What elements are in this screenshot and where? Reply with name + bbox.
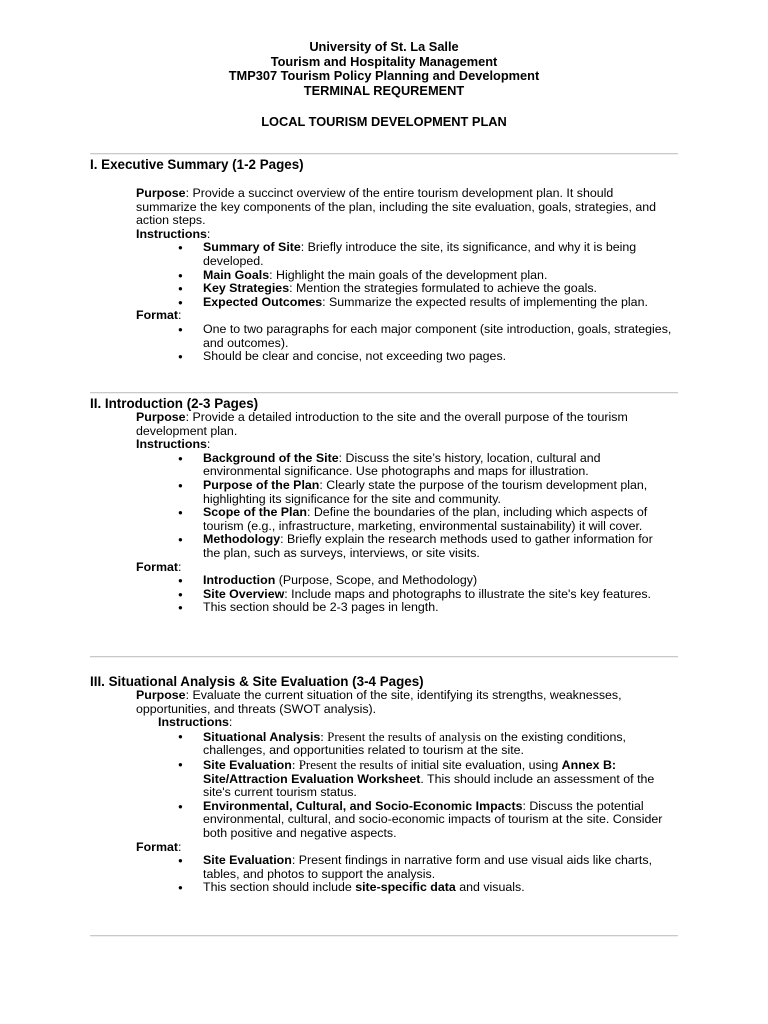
instructions-list: [203, 452, 673, 561]
divider: [90, 153, 678, 155]
list-item: ● Environmental, Cultural, and Socio-Economic Impacts: Discuss the potential environmental, cultural, and socio-economic impacts of tourism at the site. Consider both positive and negative aspects.: [203, 800, 673, 841]
list-item: ● Purpose of the Plan: Clearly state the purpose of the tourism development plan, highlighting its significance for the site and community.: [203, 479, 673, 506]
list-item: ● Methodology: Briefly explain the research methods used to gather information for the plan, such as surveys, interviews, or site visits.: [203, 533, 673, 560]
purpose-paragraph: [136, 187, 676, 228]
instructions-label: Instructions:: [136, 437, 211, 452]
format-list: [203, 574, 673, 615]
list-item: ● Key Strategies: Mention the strategies formulated to achieve the goals.: [203, 282, 673, 296]
purpose-paragraph: [136, 689, 676, 716]
format-label: Format:: [136, 308, 182, 323]
instructions-list: [203, 241, 673, 309]
format-list: [203, 854, 673, 895]
purpose-label: Purpose: [136, 410, 186, 424]
list-item: ● This section should be 2-3 pages in length.: [203, 601, 673, 615]
list-item: ● Main Goals: Highlight the main goals of the development plan.: [203, 269, 673, 283]
section-situational-analysis: [90, 674, 690, 895]
list-item: ● This section should include site-specific data and visuals.: [203, 881, 673, 895]
list-item: ● Expected Outcomes: Summarize the expected results of implementing the plan.: [203, 296, 673, 310]
list-item: ● Site Overview: Include maps and photographs to illustrate the site's key features.: [203, 588, 673, 602]
instructions-list: [203, 730, 673, 841]
purpose-label: Purpose: [136, 186, 186, 200]
list-item: ● One to two paragraphs for each major component (site introduction, goals, strategies, and outcomes).: [203, 323, 673, 350]
purpose-paragraph: [136, 411, 676, 438]
list-item: ● Should be clear and concise, not exceeding two pages.: [203, 350, 673, 364]
purpose-label: Purpose: [136, 688, 186, 702]
divider: [90, 935, 678, 937]
department-name: Tourism and Hospitality Management: [270, 53, 498, 69]
document-header: [0, 40, 768, 98]
list-item: ● Site Evaluation: Present findings in narrative form and use visual aids like charts, tables, and photos to support the analysis.: [203, 854, 673, 881]
course-title: TMP307 Tourism Policy Planning and Development: [228, 68, 540, 83]
instructions-label: Instructions:: [158, 715, 233, 730]
section-executive-summary: [90, 157, 690, 364]
section-title: III. Situational Analysis & Site Evaluation (3-4 Pages): [90, 674, 424, 689]
purpose-text: : Provide a succinct overview of the entire tourism development plan. It should summarize the key components of the plan, including the site evaluation, goals, strategies, and action steps.: [136, 186, 657, 228]
university-name: University of St. La Salle: [309, 39, 459, 54]
list-item: ● Site Evaluation: Present the results of initial site evaluation, using Annex B: Site/Attraction Evaluation Worksheet. This should include an assessment of the site's current tourism status.: [203, 758, 673, 800]
list-item: ● Situational Analysis: Present the results of analysis on the existing conditions, challenges, and opportunities related to tourism at the site.: [203, 730, 673, 758]
section-title: II. Introduction (2-3 Pages): [90, 396, 259, 411]
requirement-title: TERMINAL REQUREMENT: [303, 82, 465, 98]
list-item: ● Background of the Site: Discuss the site’s history, location, cultural and environmental significance. Use photographs and maps for illustration.: [203, 452, 673, 479]
instructions-label: Instructions:: [136, 226, 211, 241]
section-introduction: [90, 396, 690, 615]
list-item: ● Summary of Site: Briefly introduce the site, its significance, and why it is being developed.: [203, 241, 673, 268]
section-title: I. Executive Summary (1-2 Pages): [90, 157, 304, 172]
divider: [90, 392, 678, 394]
list-item: ● Scope of the Plan: Define the boundaries of the plan, including which aspects of tourism (e.g., infrastructure, marketing, environmental sustainability) it will cover.: [203, 506, 673, 533]
format-label: Format:: [136, 559, 182, 574]
divider: [90, 656, 678, 658]
purpose-text: : Provide a detailed introduction to the site and the overall purpose of the tourism development plan.: [136, 410, 628, 438]
list-item: ● Introduction (Purpose, Scope, and Methodology): [203, 574, 673, 588]
format-list: [203, 323, 673, 364]
format-label: Format:: [136, 839, 182, 854]
document-title: LOCAL TOURISM DEVELOPMENT PLAN: [261, 114, 507, 129]
purpose-text: : Evaluate the current situation of the site, identifying its strengths, weaknesses, opportunities, and threats (SWOT analysis).: [136, 688, 622, 716]
